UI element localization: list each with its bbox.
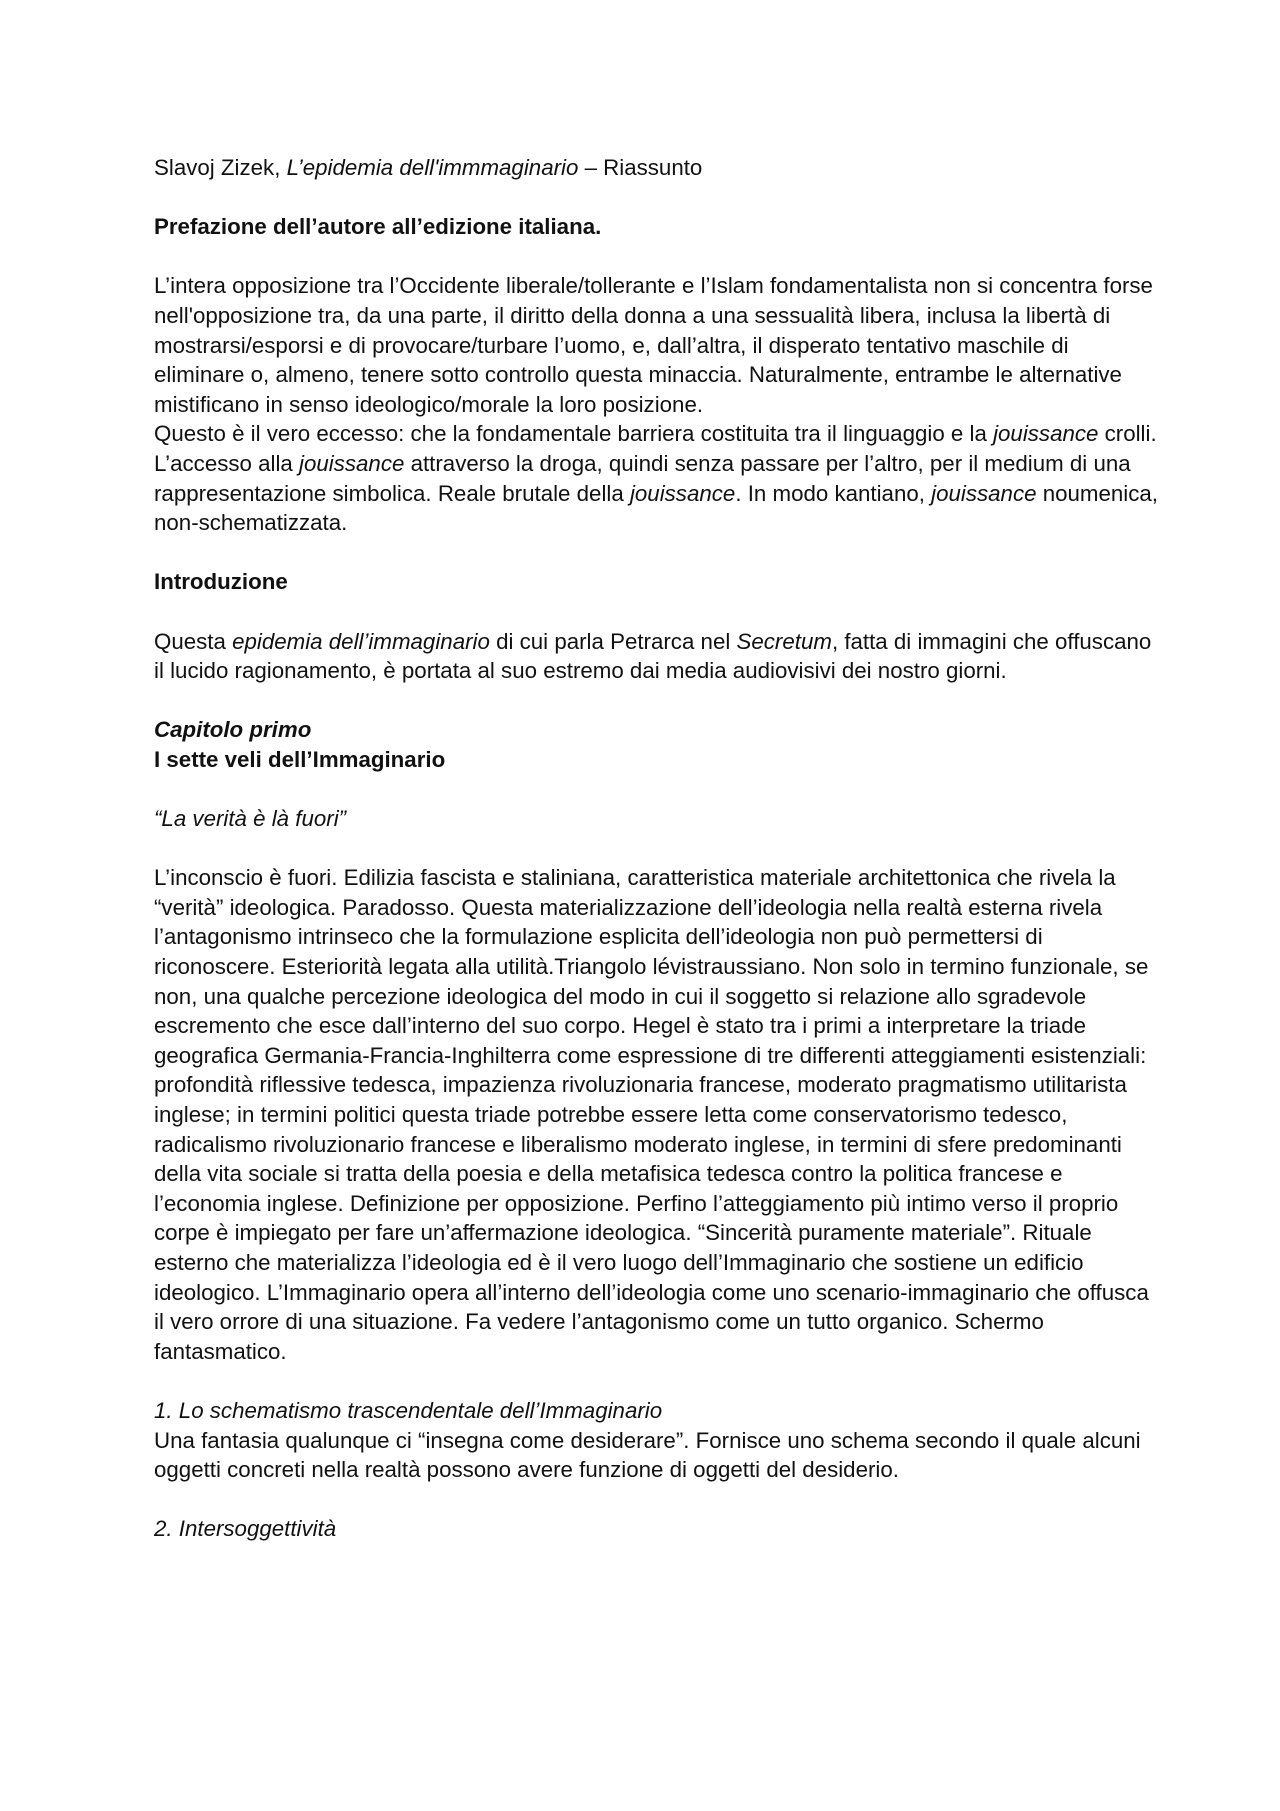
document-title: Slavoj Zizek, L’epidemia dell'immmaginario – Riassunto	[154, 155, 703, 180]
section-1-body: Una fantasia qualunque ci “insegna come desiderare”. Fornisce uno schema secondo il quale alcuni oggetti concreti nella realtà possono avere funzione di oggetti del desiderio.	[154, 1427, 1141, 1483]
work-title: L’epidemia dell'immmaginario	[286, 155, 579, 180]
chapter-body: L’inconscio è fuori. Edilizia fascista e staliniana, caratteristica materiale architettonica che rivela la “verità” ideologica. Paradosso. Questa materializzazione dell’ideologia nella realtà esterna rivela l’antagonismo intrinseco che la formulazione esplicita dell’ideologia non può permettersi di riconoscere. Esteriorità legata alla utilità.Triangolo lévistraussiano. Non solo in termino funzionale, se non, una qualche percezione ideologica del modo in cui il soggetto si relazione allo sgradevole escremento che esce dall’interno del suo corpo. Hegel è stato tra i primi a interpretare la triade geografica Germania-Francia-Inghilterra come espressione di tre differenti atteggiamenti esistenziali: profondità riflessive tedesca, impazienza rivoluzionaria francese, moderato pragmatismo utilitarista inglese; in termini politici questa triade potrebbe essere letta come conservatorismo tedesco, radicalismo rivoluzionario francese e liberalismo moderato inglese, in termini di sfere predominanti della vita sociale si tratta della poesia e della metafisica tedesca contro la politica francese e l’economia inglese. Definizione per opposizione. Perfino l’atteggiamento più intimo verso il proprio corpe è impiegato per fare un’affermazione ideologica. “Sincerità puramente materiale”. Rituale esterno che materializza l’ideologia ed è il vero luogo dell’Immaginario che sostiene un edificio ideologico. L’Immaginario opera all’interno dell’ideologia come uno scenario-immaginario che offusca il vero orrore di una situazione. Fa vedere l’antagonismo come un tutto organico. Schermo fantasmatico.	[154, 865, 1149, 1364]
preface-paragraph-1: L’intera opposizione tra l’Occidente liberale/tollerante e l’Islam fondamentalista non si concentra forse nell'opposizione tra, da una parte, il diritto della donna a una sessualità libera, inclusa la libertà di mostrarsi/esporsi e di provocare/turbare l’uomo, e, dall’altra, il disperato tentativo maschile di eliminare o, almeno, tenere sotto controllo questa minaccia. Naturalmente, entrambe le alternative mistificano in senso ideologico/morale la loro posizione.	[154, 273, 1153, 417]
section-1-title: 1. Lo schematismo trascendentale dell’Immaginario	[154, 1397, 663, 1423]
section-title-truth: “La verità è là fuori”	[154, 806, 347, 832]
preface-heading: Prefazione dell’autore all’edizione italiana.	[154, 214, 602, 240]
chapter-label: Capitolo primo	[154, 717, 312, 743]
chapter-title: I sette veli dell’Immaginario	[154, 746, 446, 772]
section-2-title: 2. Intersoggettività	[154, 1516, 337, 1542]
intro-heading: Introduzione	[154, 569, 288, 595]
intro-paragraph: Questa epidemia dell’immaginario di cui parla Petrarca nel Secretum, fatta di immagini che offuscano il lucido ragionamento, è portata al suo estremo dai media audiovisivi dei nostro giorni.	[154, 628, 1152, 684]
preface-paragraph-2: Questo è il vero eccesso: che la fondamentale barriera costituita tra il linguaggio e la jouissance crolli. L’accesso alla jouissance attraverso la droga, quindi senza passare per l’altro, per il medium di una rappresentazione simbolica. Reale brutale della jouissance. In modo kantiano, jouissance noumenica, non-schematizzata.	[154, 421, 1158, 536]
